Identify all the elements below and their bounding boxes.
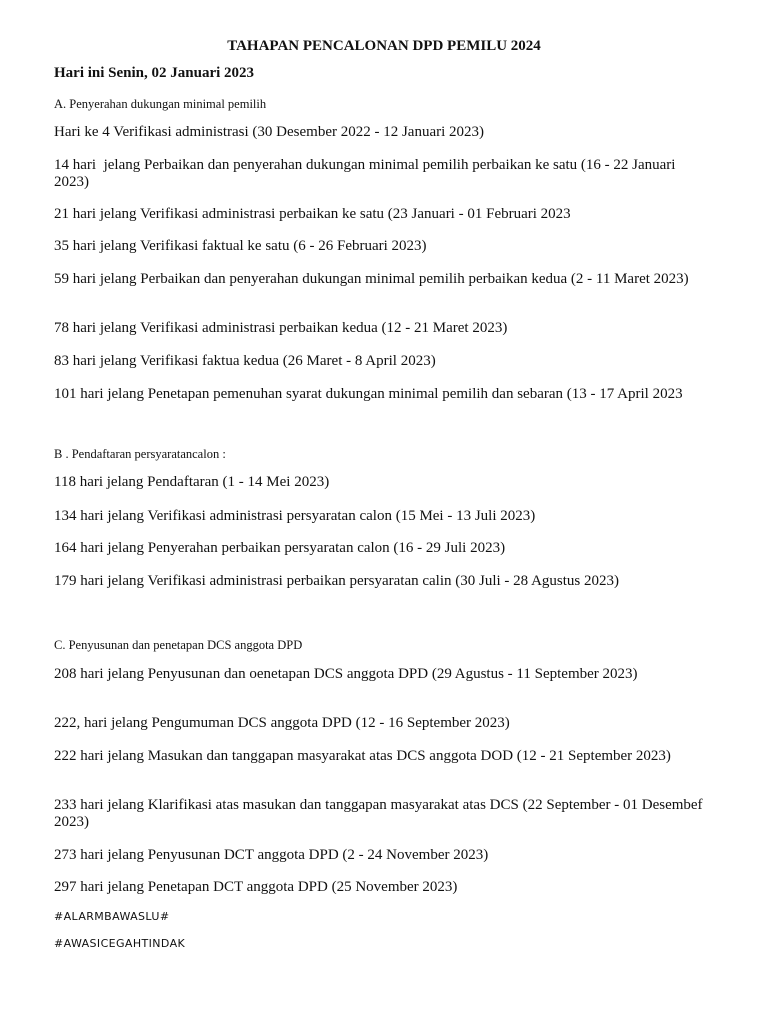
timeline-entry: 134 hari jelang Verifikasi administrasi persyaratan calon (15 Mei - 13 Juli 2023) xyxy=(54,508,536,524)
timeline-entry: 179 hari jelang Verifikasi administrasi perbaikan persyaratan calin (30 Juli - 28 Agustus 2023) xyxy=(54,573,620,589)
hashtag: #ALARMBAWASLU# xyxy=(54,910,170,923)
timeline-entry: 233 hari jelang Klarifikasi atas masukan dan tanggapan masyarakat atas DCS (22 September - 01 Desembef 2023) xyxy=(54,797,707,830)
hashtag: #AWASICEGAHTINDAK xyxy=(54,937,186,950)
section-heading-b: B . Pendaftaran persyaratancalon : xyxy=(54,447,226,461)
timeline-entry: 297 hari jelang Penetapan DCT anggota DPD (25 November 2023) xyxy=(54,879,458,895)
current-date: Hari ini Senin, 02 Januari 2023 xyxy=(54,65,255,81)
section-heading-a: A. Penyerahan dukungan minimal pemilih xyxy=(54,97,267,111)
timeline-entry: Hari ke 4 Verifikasi administrasi (30 Desember 2022 - 12 Januari 2023) xyxy=(54,124,485,140)
timeline-entry: 164 hari jelang Penyerahan perbaikan persyaratan calon (16 - 29 Juli 2023) xyxy=(54,540,506,556)
timeline-entry: 208 hari jelang Penyusunan dan oenetapan DCS anggota DPD (29 Agustus - 11 September 2023) xyxy=(54,666,638,682)
timeline-entry: 222, hari jelang Pengumuman DCS anggota DPD (12 - 16 September 2023) xyxy=(54,715,510,731)
timeline-entry: 35 hari jelang Verifikasi faktual ke satu (6 - 26 Februari 2023) xyxy=(54,238,427,254)
timeline-entry: 21 hari jelang Verifikasi administrasi perbaikan ke satu (23 Januari - 01 Februari 2023 xyxy=(54,206,571,222)
timeline-entry: 14 hari jelang Perbaikan dan penyerahan dukungan minimal pemilih perbaikan ke satu (16 - 22 Januari 2023) xyxy=(54,157,680,190)
timeline-entry: 273 hari jelang Penyusunan DCT anggota DPD (2 - 24 November 2023) xyxy=(54,847,489,863)
section-heading-c: C. Penyusunan dan penetapan DCS anggota DPD xyxy=(54,638,303,652)
timeline-entry: 118 hari jelang Pendaftaran (1 - 14 Mei 2023) xyxy=(54,474,330,490)
timeline-entry: 59 hari jelang Perbaikan dan penyerahan dukungan minimal pemilih perbaikan kedua (2 - 11 Maret 2023) xyxy=(54,271,689,287)
timeline-entry: 101 hari jelang Penetapan pemenuhan syarat dukungan minimal pemilih dan sebaran (13 - 17 April 2023 xyxy=(54,386,683,402)
timeline-entry: 222 hari jelang Masukan dan tanggapan masyarakat atas DCS anggota DOD (12 - 21 September 2023) xyxy=(54,748,671,764)
timeline-entry: 78 hari jelang Verifikasi administrasi perbaikan kedua (12 - 21 Maret 2023) xyxy=(54,320,508,336)
document-title: TAHAPAN PENCALONAN DPD PEMILU 2024 xyxy=(227,38,541,54)
timeline-entry: 83 hari jelang Verifikasi faktua kedua (26 Maret - 8 April 2023) xyxy=(54,353,436,369)
